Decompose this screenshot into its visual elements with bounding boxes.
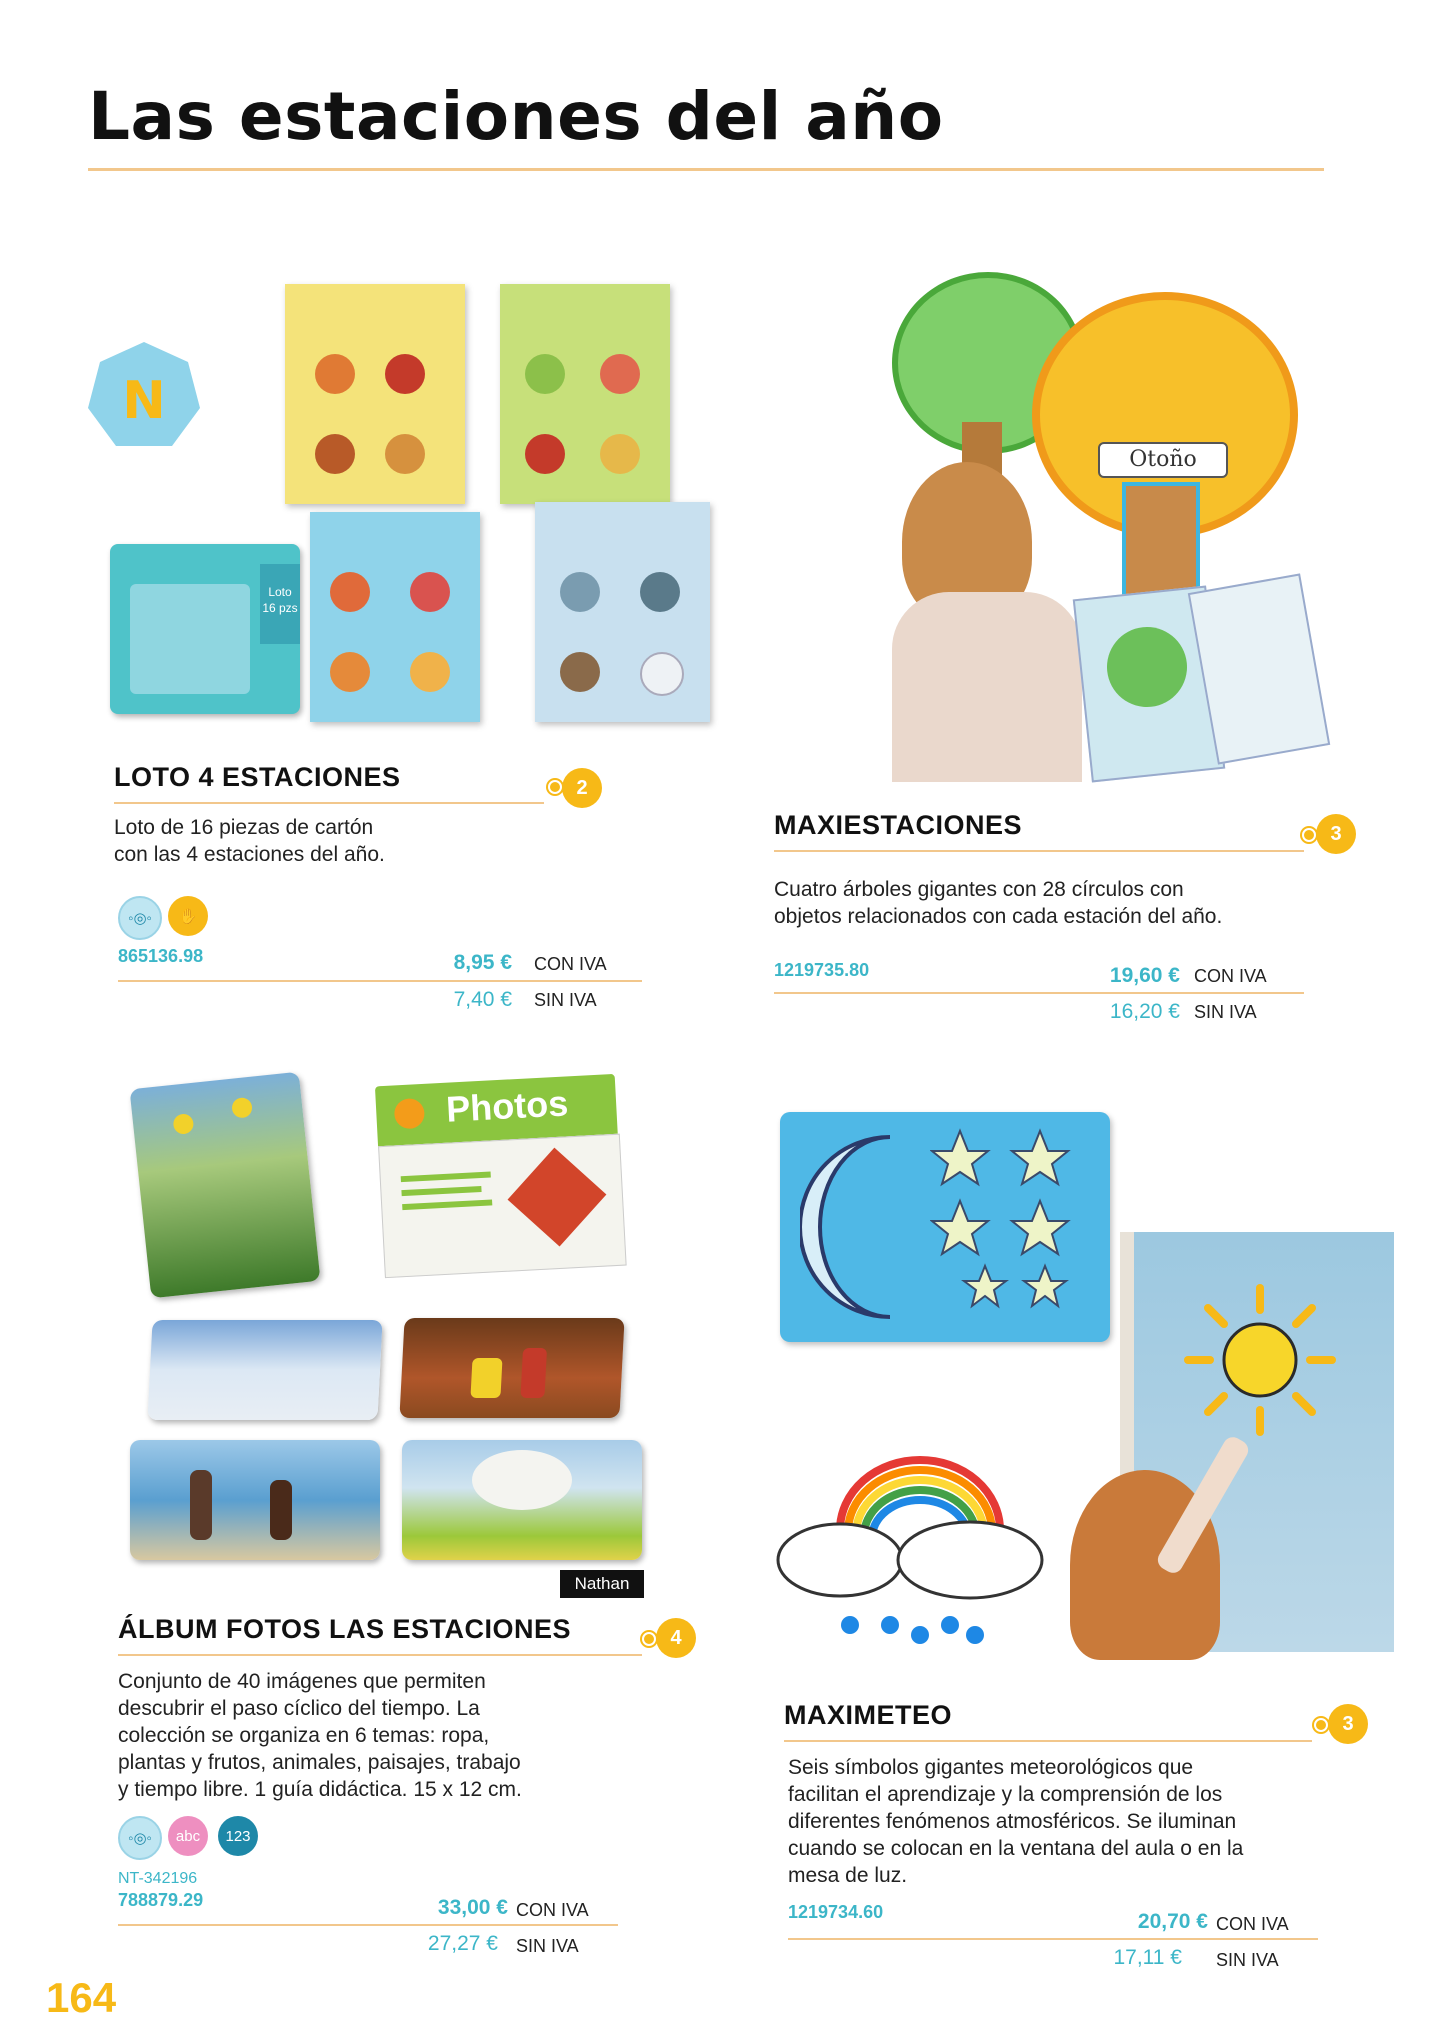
- divider: [788, 1938, 1318, 1940]
- photo-spring: [129, 1072, 320, 1299]
- price-sin-iva-album: 27,27 €: [427, 1932, 498, 1955]
- product-name-album: ÁLBUM FOTOS LAS ESTACIONES: [118, 1614, 572, 1644]
- album-box: [375, 1074, 625, 1286]
- page-title: Las estaciones del año: [88, 78, 944, 155]
- age-dot-icon: [642, 1632, 656, 1646]
- age-dot-icon: [1314, 1718, 1328, 1732]
- maximeteo-product-image: [770, 1100, 1380, 1660]
- age-badge-icon: 3: [1328, 1704, 1368, 1744]
- nathan-brand-logo: Nathan: [560, 1570, 644, 1598]
- photo-blossom: [402, 1440, 642, 1560]
- otono-sign: Otoño: [1098, 442, 1228, 478]
- memory-game-icon: ◦◎◦: [118, 896, 162, 940]
- label-sin-iva: SIN IVA: [1194, 1002, 1257, 1022]
- price-sin-iva-maximeteo: 17,11 €: [1113, 1946, 1182, 1969]
- divider: [118, 1654, 642, 1656]
- price-con-iva-maxiestaciones: 19,60 €: [1109, 964, 1180, 987]
- loto-card-spring: [500, 284, 670, 504]
- loto-product-image: [80, 262, 760, 732]
- product-code-album: 788879.29: [118, 1890, 204, 1910]
- price-con-iva-loto: 8,95 €: [453, 951, 512, 974]
- memory-game-icon: ◦◎◦: [118, 1816, 162, 1860]
- divider: [118, 1924, 618, 1926]
- product-name-maximeteo: MAXIMETEO: [784, 1700, 953, 1730]
- loto-box-subtitle: 16 pzs: [262, 601, 298, 615]
- price-sin-iva-maxiestaciones: 16,20 €: [1109, 1000, 1180, 1023]
- product-description-loto: Loto de 16 piezas de cartón con las 4 estaciones del año.: [114, 816, 385, 866]
- age-dot-icon: [548, 780, 562, 794]
- photo-summer: [130, 1440, 380, 1560]
- product-description-maximeteo: Seis símbolos gigantes meteorológicos que facilitan el aprendizaje y la comprensión de los diferentes fenómenos atmosféricos. Se iluminan cuando se colocan en la ventana del aula o en la mesa de luz.: [788, 1756, 1244, 1887]
- product-code-maximeteo: 1219734.60: [788, 1902, 884, 1922]
- rainbow-clouds-icon: [770, 1440, 1070, 1660]
- label-con-iva: CON IVA: [516, 1900, 589, 1920]
- price-con-iva-album: 33,00 €: [437, 1896, 508, 1919]
- language-icon: abc: [168, 1816, 208, 1856]
- loto-card-summer: [310, 512, 480, 722]
- label-sin-iva: SIN IVA: [516, 1936, 579, 1956]
- divider: [774, 992, 1304, 994]
- divider: [114, 802, 544, 804]
- product-description-maxiestaciones: Cuatro árboles gigantes con 28 círculos con objetos relacionados con cada estación del año.: [774, 878, 1223, 928]
- photo-winter: [147, 1320, 382, 1420]
- age-badge-icon: 2: [562, 768, 602, 808]
- fine-motor-icon: ✋: [168, 896, 208, 936]
- loto-box: [110, 544, 300, 714]
- age-badge-icon: 4: [656, 1618, 696, 1658]
- divider: [774, 850, 1304, 852]
- stars-icon: [930, 1126, 1100, 1326]
- loto-box-title: Loto: [268, 585, 292, 599]
- age-badge-icon: 3: [1316, 814, 1356, 854]
- price-con-iva-maximeteo: 20,70 €: [1137, 1910, 1208, 1933]
- product-description-album: Conjunto de 40 imágenes que permiten descubrir el paso cíclico del tiempo. La colección se organiza en 6 temas: ropa, plantas y frutos, animales, paisajes, trabajo y tiempo libre. 1 guía didáctica. 15 x 12 cm.: [118, 1670, 522, 1801]
- photo-autumn: [399, 1318, 624, 1418]
- new-badge-label: N: [122, 371, 166, 431]
- divider: [118, 980, 642, 982]
- loto-card-winter: [535, 502, 710, 722]
- title-divider: [88, 168, 1324, 171]
- page-number: 164: [46, 1974, 117, 2021]
- label-sin-iva: SIN IVA: [1216, 1950, 1279, 1970]
- album-fotos-product-image: [120, 1060, 650, 1580]
- product-name-loto: LOTO 4 ESTACIONES: [114, 762, 401, 792]
- age-dot-icon: [1302, 828, 1316, 842]
- math-icon: 123: [218, 1816, 258, 1856]
- product-code-maxiestaciones: 1219735.80: [774, 960, 870, 980]
- label-con-iva: CON IVA: [1194, 966, 1267, 986]
- moon-icon: [800, 1132, 910, 1322]
- maxiestaciones-product-image: [882, 262, 1322, 782]
- price-sin-iva-loto: 7,40 €: [453, 988, 512, 1011]
- product-subcode-album: NT-342196: [118, 1870, 198, 1887]
- label-con-iva: CON IVA: [1216, 1914, 1289, 1934]
- album-box-title: Photos: [445, 1082, 570, 1130]
- loto-card-autumn: [285, 284, 465, 504]
- label-con-iva: CON IVA: [534, 954, 607, 974]
- divider: [784, 1740, 1312, 1742]
- product-name-maxiestaciones: MAXIESTACIONES: [774, 810, 1023, 840]
- product-code-loto: 865136.98: [118, 946, 204, 966]
- label-sin-iva: SIN IVA: [534, 990, 597, 1010]
- sun-icon: [1180, 1280, 1340, 1440]
